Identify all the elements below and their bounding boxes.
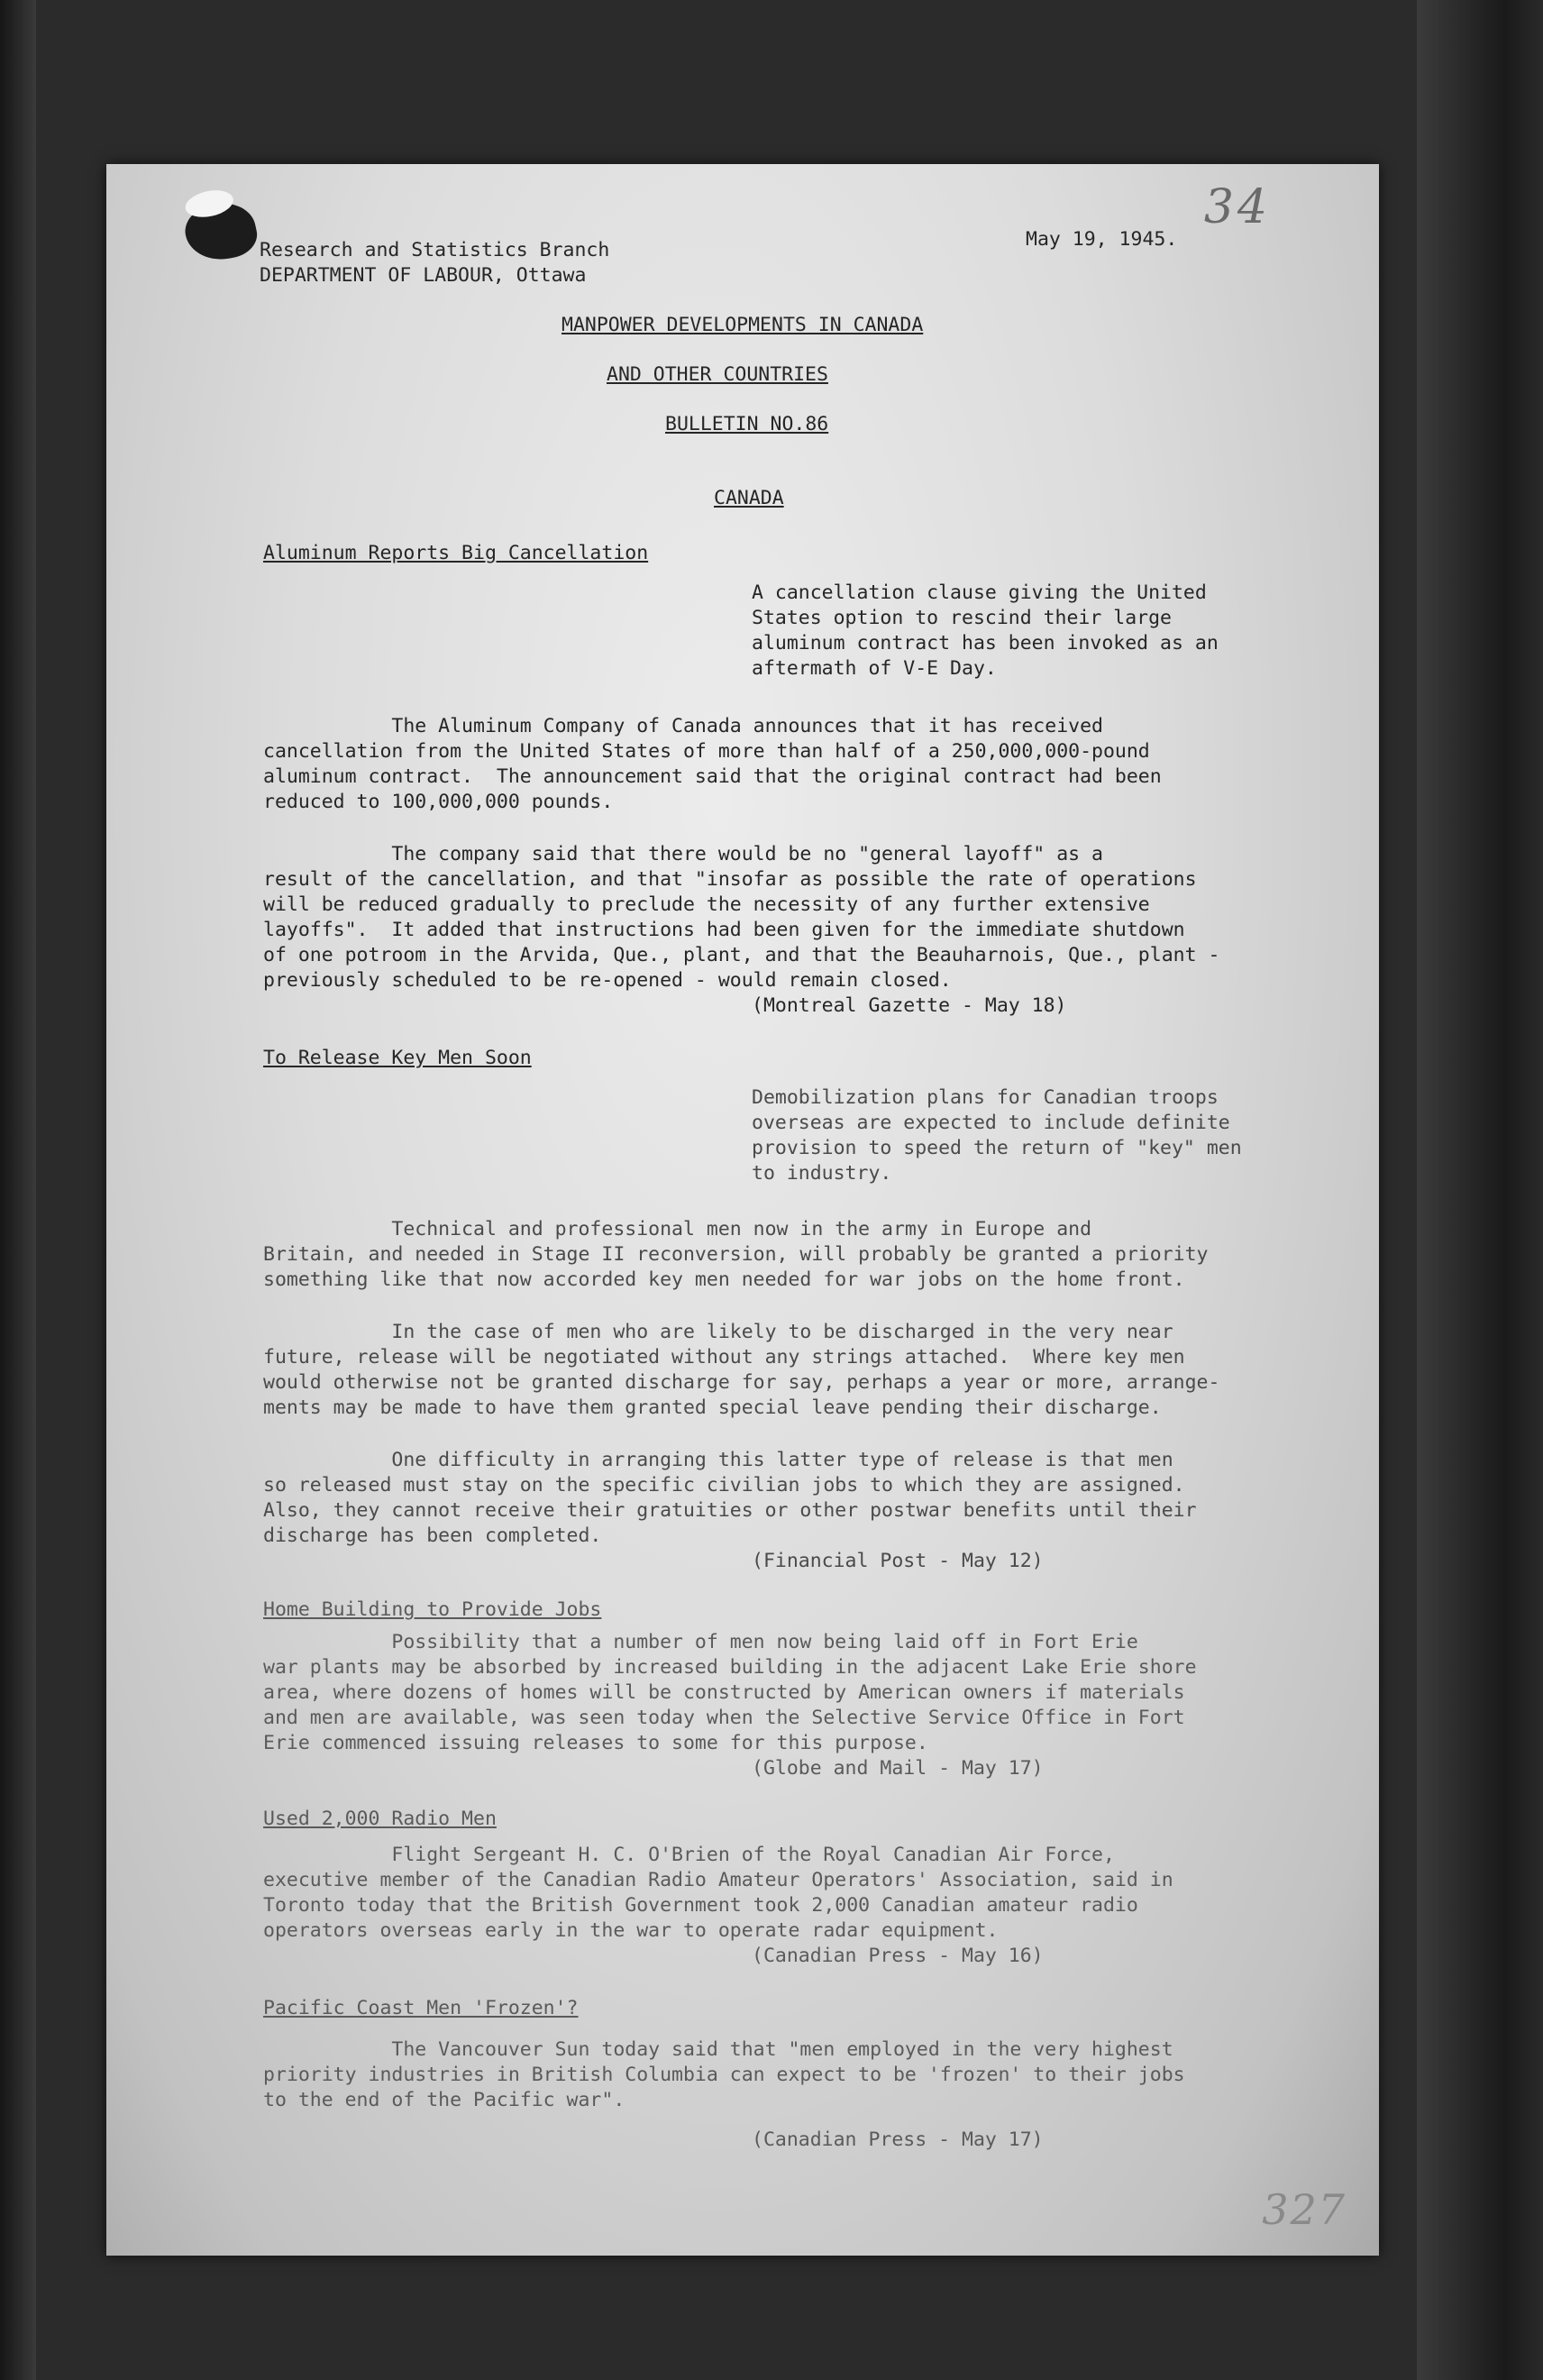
bulletin-number: BULLETIN NO.86 — [665, 413, 829, 435]
article-summary-line: aluminum contract has been invoked as an — [752, 632, 1219, 654]
article-source: (Canadian Press - May 17) — [752, 2128, 1044, 2151]
paragraph-line: future, release will be negotiated without any strings attached. Where key men — [263, 1346, 1185, 1368]
paragraph-line: priority industries in British Columbia can expect to be 'frozen' to their jobs — [263, 2064, 1185, 2086]
paragraph-line: The Aluminum Company of Canada announces that it has received — [263, 715, 1103, 737]
article-summary-line: States option to rescind their large — [752, 607, 1172, 629]
article-summary-line: aftermath of V-E Day. — [752, 657, 997, 680]
paragraph-line: ments may be made to have them granted special leave pending their discharge. — [263, 1396, 1162, 1419]
article-heading: Used 2,000 Radio Men — [263, 1808, 497, 1830]
org-line-1: Research and Statistics Branch — [260, 239, 610, 261]
punch-hole — [180, 197, 260, 267]
article-summary-line: overseas are expected to include definite — [752, 1112, 1230, 1134]
article-heading: Aluminum Reports Big Cancellation — [263, 542, 649, 564]
article-source: (Globe and Mail - May 17) — [752, 1757, 1044, 1780]
article-heading: To Release Key Men Soon — [263, 1047, 532, 1069]
paragraph-line: Flight Sergeant H. C. O'Brien of the Royal Canadian Air Force, — [263, 1844, 1115, 1866]
paragraph-line: layoffs". It added that instructions had been given for the immediate shutdown — [263, 919, 1185, 941]
film-edge-left — [0, 0, 36, 2380]
article-summary-line: to industry. — [752, 1162, 892, 1185]
title-line-1: MANPOWER DEVELOPMENTS IN CANADA — [562, 314, 924, 336]
paragraph-line: aluminum contract. The announcement said that the original contract had been — [263, 765, 1162, 788]
paragraph-line: Technical and professional men now in the army in Europe and — [263, 1218, 1092, 1240]
paragraph-line: of one potroom in the Arvida, Que., plant, and that the Beauharnois, Que., plant - — [263, 944, 1220, 966]
paragraph-line: operators overseas early in the war to operate radar equipment. — [263, 1919, 999, 1942]
paragraph-line: cancellation from the United States of more than half of a 250,000,000-pound — [263, 740, 1150, 763]
section-title: CANADA — [714, 487, 784, 509]
paragraph-line: something like that now accorded key men needed for war jobs on the home front. — [263, 1268, 1185, 1291]
paragraph-line: Erie commenced issuing releases to some for this purpose. — [263, 1732, 928, 1754]
document-date: May 19, 1945. — [1026, 228, 1178, 251]
paragraph-line: to the end of the Pacific war". — [263, 2089, 625, 2111]
paragraph-line: would otherwise not be granted discharge for say, perhaps a year or more, arrange- — [263, 1371, 1220, 1394]
article-summary-line: A cancellation clause giving the United — [752, 581, 1207, 604]
org-line-2: DEPARTMENT OF LABOUR, Ottawa — [260, 264, 587, 287]
paragraph-line: Possibility that a number of men now being laid off in Fort Erie — [263, 1631, 1138, 1653]
paragraph-line: discharge has been completed. — [263, 1524, 602, 1547]
paragraph-line: Also, they cannot receive their gratuities or other postwar benefits until their — [263, 1499, 1197, 1522]
paragraph-line: previously scheduled to be re-opened - would remain closed. — [263, 969, 952, 992]
handwritten-page-number: 34 — [1203, 180, 1271, 234]
article-heading: Pacific Coast Men 'Frozen'? — [263, 1997, 579, 2019]
paragraph-line: The Vancouver Sun today said that "men employed in the very highest — [263, 2038, 1173, 2061]
paragraph-line: reduced to 100,000,000 pounds. — [263, 791, 614, 813]
paragraph-line: In the case of men who are likely to be discharged in the very near — [263, 1321, 1173, 1343]
paragraph-line: One difficulty in arranging this latter type of release is that men — [263, 1449, 1173, 1471]
film-edge-right — [1417, 0, 1543, 2380]
article-source: (Financial Post - May 12) — [752, 1550, 1044, 1572]
article-summary-line: provision to speed the return of "key" men — [752, 1137, 1242, 1159]
article-summary-line: Demobilization plans for Canadian troops — [752, 1086, 1219, 1109]
paragraph-line: Britain, and needed in Stage II reconversion, will probably be granted a priority — [263, 1243, 1209, 1266]
paragraph-line: will be reduced gradually to preclude the necessity of any further extensive — [263, 893, 1150, 916]
paragraph-line: war plants may be absorbed by increased building in the adjacent Lake Erie shore — [263, 1656, 1197, 1679]
article-heading: Home Building to Provide Jobs — [263, 1598, 602, 1621]
paragraph-line: so released must stay on the specific civilian jobs to which they are assigned. — [263, 1474, 1185, 1497]
document-page — [106, 164, 1379, 2256]
paragraph-line: and men are available, was seen today when the Selective Service Office in Fort — [263, 1707, 1185, 1729]
paragraph-line: result of the cancellation, and that "insofar as possible the rate of operations — [263, 868, 1197, 891]
paragraph-line: The company said that there would be no "general layoff" as a — [263, 843, 1103, 865]
article-source: (Montreal Gazette - May 18) — [752, 994, 1067, 1017]
article-source: (Canadian Press - May 16) — [752, 1945, 1044, 1967]
paragraph-line: area, where dozens of homes will be constructed by American owners if materials — [263, 1681, 1185, 1704]
paragraph-line: executive member of the Canadian Radio Amateur Operators' Association, said in — [263, 1869, 1173, 1891]
paragraph-line: Toronto today that the British Government took 2,000 Canadian amateur radio — [263, 1894, 1138, 1917]
title-line-2: AND OTHER COUNTRIES — [607, 363, 828, 386]
handwritten-page-number-bottom: 327 — [1262, 2185, 1347, 2234]
